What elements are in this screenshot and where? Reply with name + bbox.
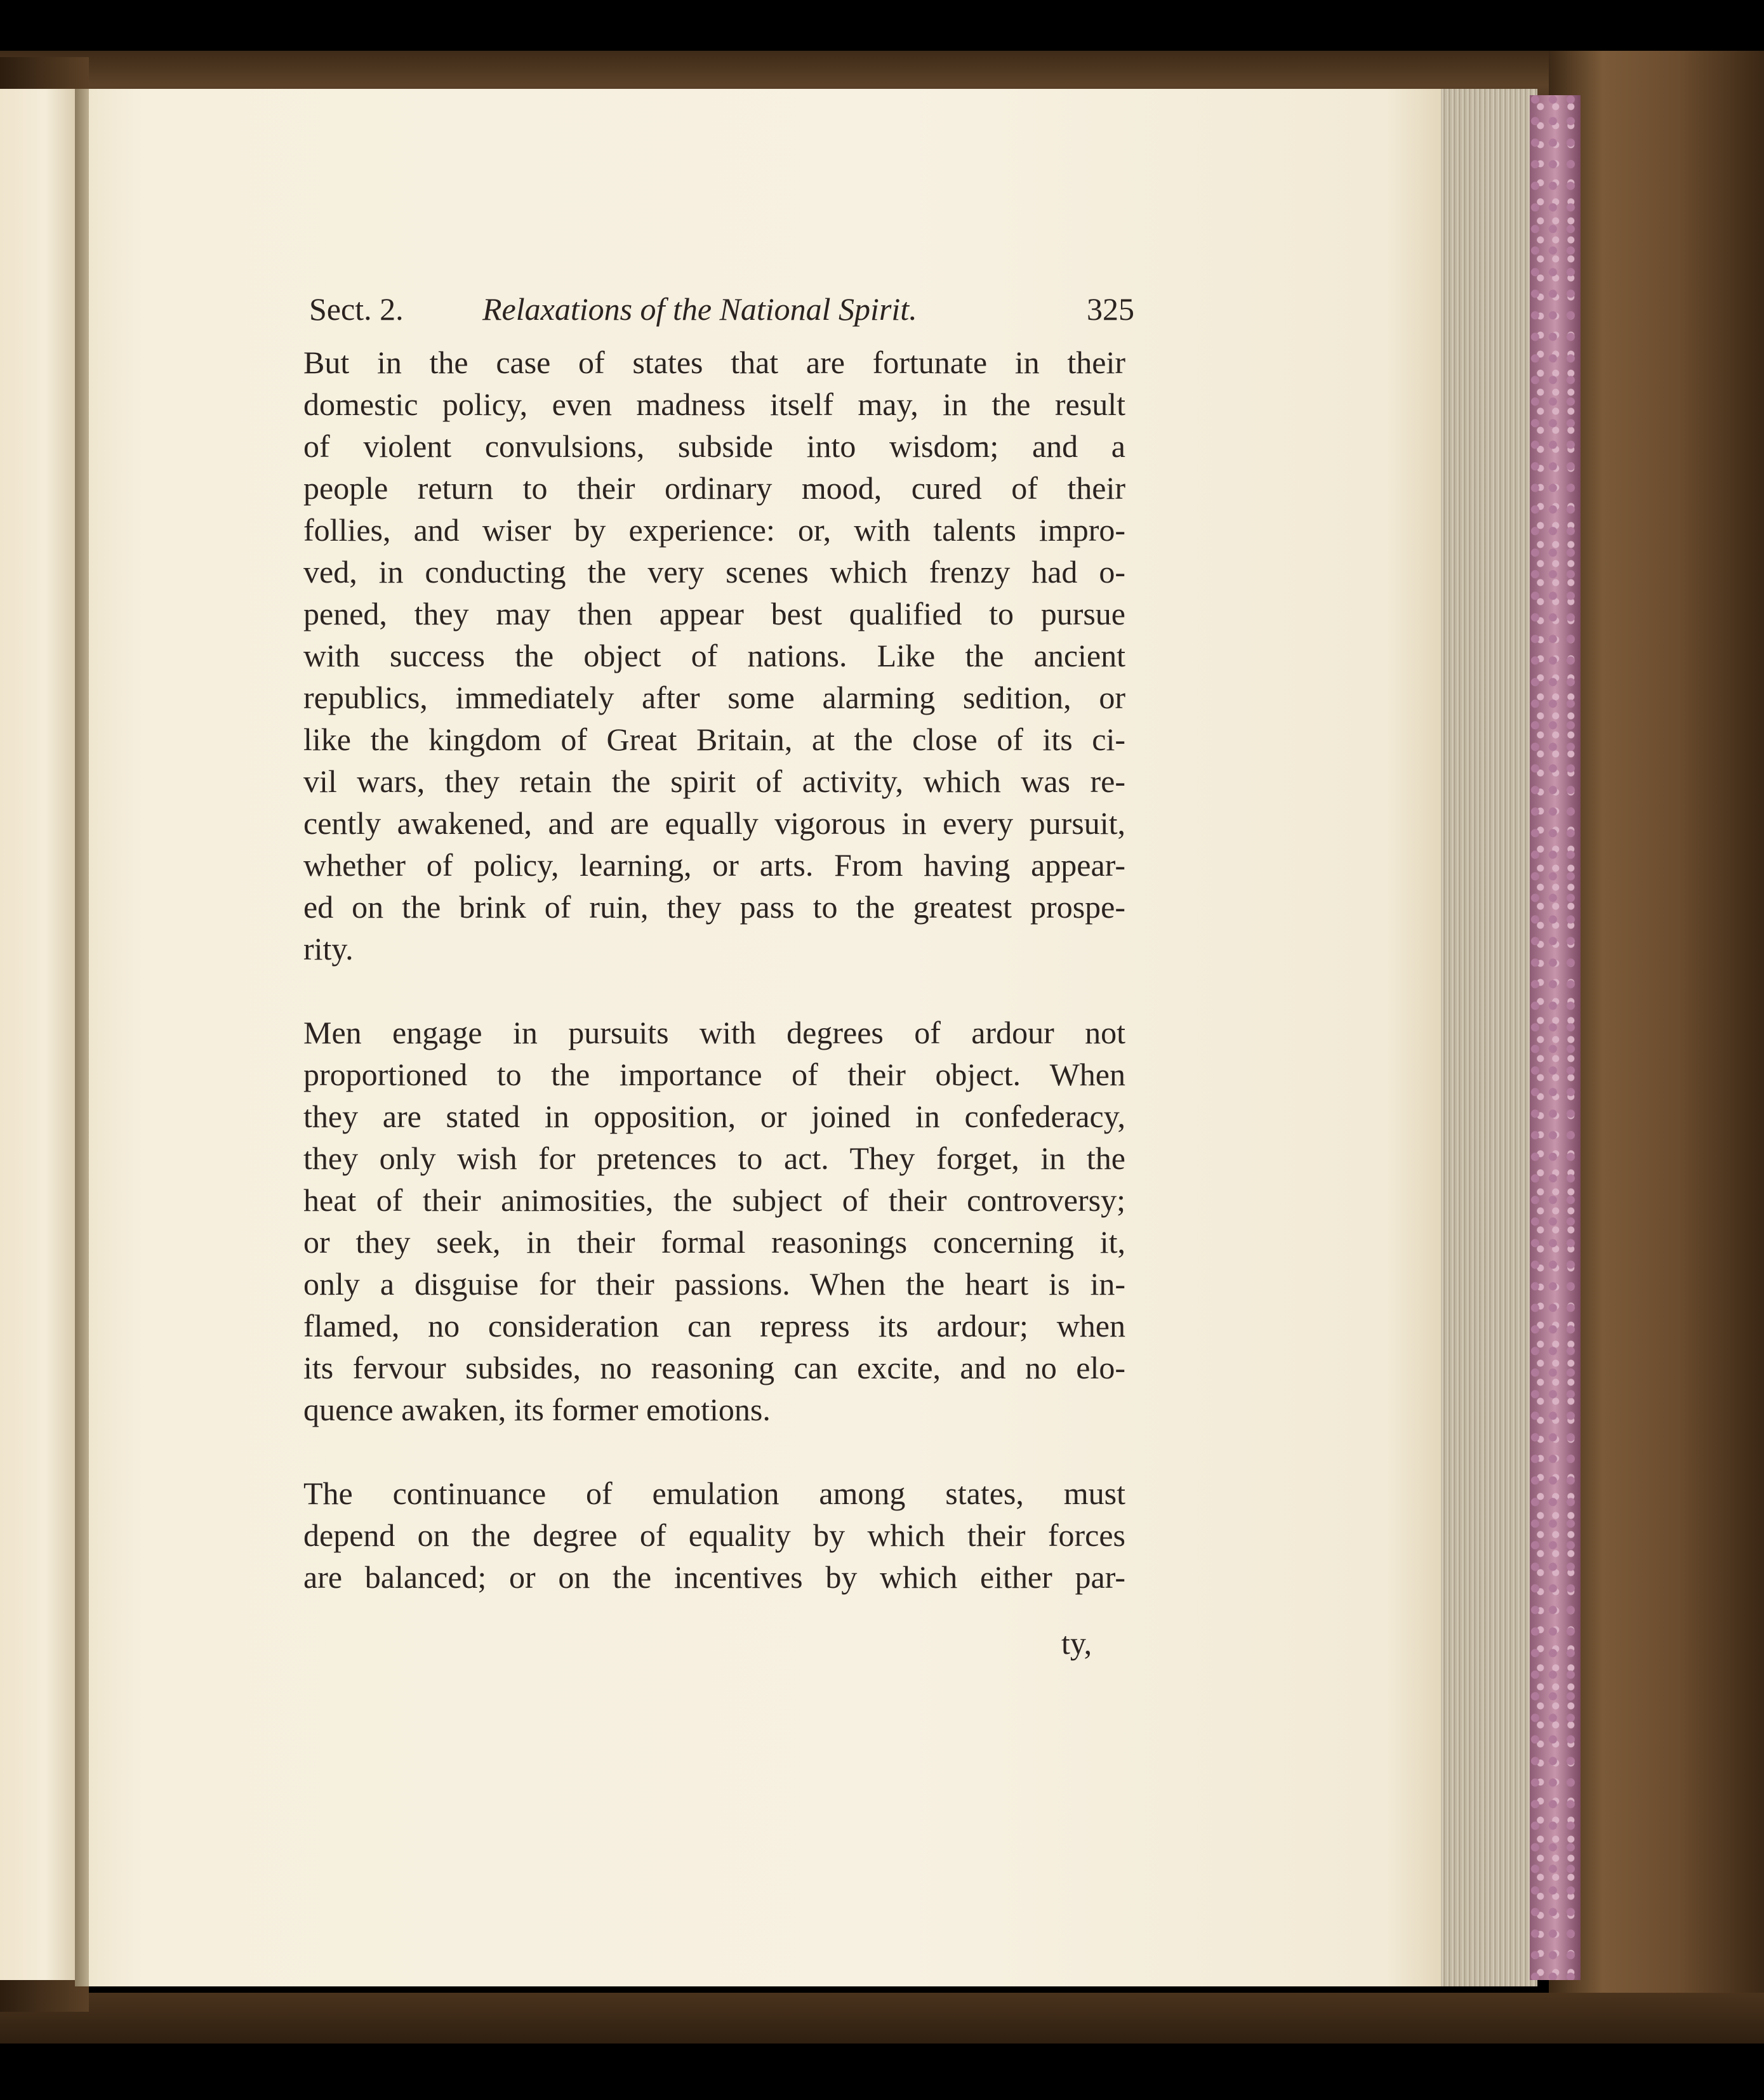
text-line: rity.	[303, 931, 354, 967]
text-line: like the kingdom of Great Britain, at the close of its ci-	[303, 722, 1125, 757]
running-title: Relaxations of the National Spirit.	[482, 291, 917, 327]
text-line: only a disguise for their passions. When the heart is in-	[303, 1266, 1125, 1302]
text-line: or they seek, in their formal reasonings concerning it,	[303, 1224, 1125, 1260]
text-line: domestic policy, even madness itself may, in the result	[303, 386, 1125, 422]
book-cover-bottom	[0, 1993, 1764, 2044]
text-line: republics, immediately after some alarming sedition, or	[303, 680, 1125, 715]
page-block-edges	[1436, 89, 1537, 1986]
marbled-endpaper	[1530, 95, 1581, 1980]
text-line: flamed, no consideration can repress its ardour; when	[303, 1308, 1125, 1344]
body-text	[303, 341, 1125, 1598]
text-line: people return to their ordinary mood, cured of their	[303, 470, 1125, 506]
paragraph-2	[303, 1012, 1125, 1430]
text-line: they are stated in opposition, or joined in confederacy,	[303, 1099, 1125, 1134]
text-line: pened, they may then appear best qualified to pursue	[303, 596, 1125, 631]
text-line: ved, in conducting the very scenes which frenzy had o-	[303, 554, 1125, 590]
text-line: are balanced; or on the incentives by which either par-	[303, 1559, 1125, 1595]
text-line: depend on the degree of equality by which their forces	[303, 1517, 1125, 1553]
text-line: vil wars, they retain the spirit of activity, which was re-	[303, 763, 1125, 799]
text-line: its fervour subsides, no reasoning can excite, and no elo-	[303, 1350, 1125, 1385]
section-label: Sect. 2.	[309, 291, 404, 327]
text-line: heat of their animosities, the subject of their controversy;	[303, 1182, 1125, 1218]
text-line: cently awakened, and are equally vigorous in every pursuit,	[303, 805, 1125, 841]
text-line: But in the case of states that are fortunate in their	[303, 345, 1125, 380]
text-line: Men engage in pursuits with degrees of ardour not	[303, 1015, 1125, 1050]
paragraph-gap	[303, 1430, 1125, 1472]
paragraph-gap	[303, 970, 1125, 1012]
paragraph-1	[303, 341, 1125, 970]
text-line: they only wish for pretences to act. They forget, in the	[303, 1140, 1125, 1176]
text-line: whether of policy, learning, or arts. From having appear-	[303, 847, 1125, 883]
text-line: quence awaken, its former emotions.	[303, 1392, 771, 1427]
text-line: The continuance of emulation among states, must	[303, 1476, 1125, 1511]
text-line: proportioned to the importance of their object. When	[303, 1057, 1125, 1092]
catchword: ty,	[1061, 1625, 1092, 1661]
facing-page-edge	[0, 89, 76, 1980]
book-cover-right	[1549, 51, 1764, 2031]
text-line: of violent convulsions, subside into wisdom; and a	[303, 428, 1125, 464]
page-number: 325	[1087, 291, 1134, 327]
text-line: follies, and wiser by experience: or, with talents impro-	[303, 512, 1125, 548]
text-line: with success the object of nations. Like the ancient	[303, 638, 1125, 673]
text-line: ed on the brink of ruin, they pass to the greatest prospe-	[303, 889, 1125, 925]
paragraph-3	[303, 1472, 1125, 1598]
